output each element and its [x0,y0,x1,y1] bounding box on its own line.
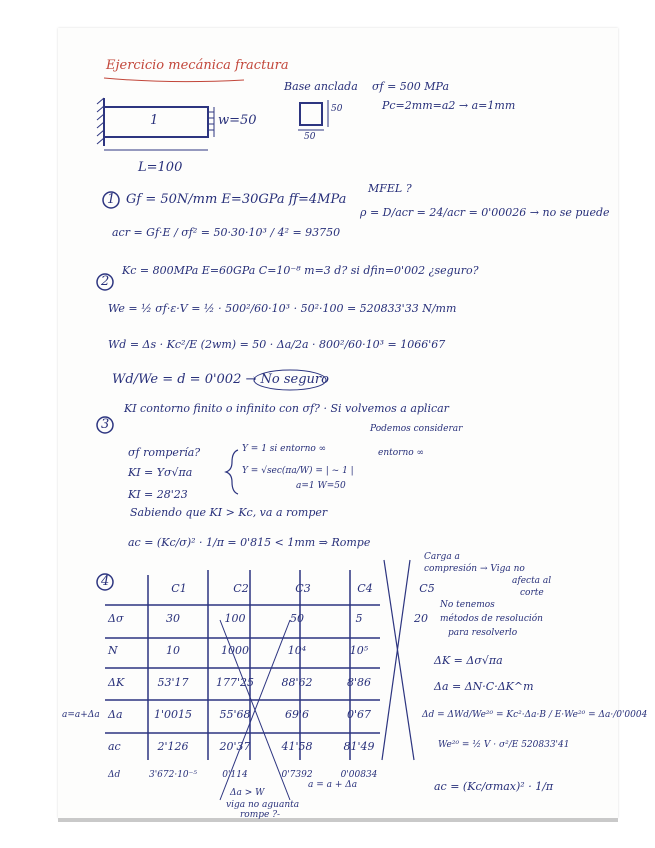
problem-3-note-b: entorno ∞ [378,448,425,458]
problem-2-line-3: Wd/We = d = 0'002 → No seguro [112,372,329,387]
table-cell: 20 [414,612,428,625]
title-underline [104,78,244,82]
table-row [108,770,452,780]
wall-hatch [97,98,104,144]
row-label: ac [108,740,121,753]
bottom-note-b: viga no aguanta [226,800,300,810]
table-cell: 2'126 [157,740,189,753]
table-cell: 177'25 [215,676,255,689]
problem-4-number: 4 [101,574,110,589]
c5-note-c: afecta al [512,576,552,586]
equation-5: ac = (Kc/σmax)² · 1/π [434,780,554,793]
table-row [108,708,452,721]
table-cell: 10⁵ [349,644,369,657]
bottom-note-a: Δa > W [230,788,265,798]
table-cell: 81'49 [343,740,375,753]
table-header-c1: C1 [171,582,187,595]
given-crack: Pc=2mm=a2 → a=1mm [382,99,516,112]
equation-3: Δd = ΔWd/We²⁰ = Kc²·Δa·B / E·We²⁰ = Δa·/0'0004 [422,710,648,720]
table-cell: 8'86 [346,676,372,689]
row-label: Δσ [108,612,124,625]
beam-height-label: w=50 [218,113,257,128]
table-header-c5: C5 [419,582,435,595]
table-header-c3: C3 [295,582,311,595]
row-label: Δa [108,708,123,721]
table-cell: 5 [355,612,363,625]
problem-3-number: 3 [101,417,110,432]
base-side-bottom: 50 [304,132,316,142]
base-square [300,103,322,125]
problem-1-number: 1 [107,192,116,207]
row-label: N [108,644,118,657]
bottom-note-d: a = a + Δa [308,780,358,790]
problem-1-question: MFEL ? [368,182,412,195]
page-title: Ejercicio mecánica fractura [106,58,289,73]
given-sigma: σf = 500 MPa [372,80,450,93]
c5-note-d: corte [520,588,544,598]
table-cell: 55'68 [219,708,251,721]
problem-3-note-a: Podemos considerar [370,424,463,434]
table-row [108,644,452,657]
eq-note-a: No tenemos [440,600,495,610]
table-cell: 10 [166,644,180,657]
row-label: ΔK [108,676,125,689]
bottom-note-c: rompe ?- [240,810,281,820]
left-margin-note: a=a+Δa [62,710,100,720]
problem-1-line-1: acr = Gf·E / σf² = 50·30·10³ / 4² = 93750 [112,226,341,239]
equation-2: Δa = ΔN·C·ΔK^m [434,680,534,693]
c5-note-b: compresión → Viga no [424,564,525,574]
problem-3-case-a: Y = 1 si entorno ∞ [242,444,327,454]
beam-load-arrows [209,112,214,130]
table-cell: 53'17 [157,676,189,689]
table-cell: 0'7392 [281,770,313,780]
table-cell: 0'67 [346,708,372,721]
problem-3-line-2: σf rompería? [128,446,201,459]
problem-2-number: 2 [101,274,110,289]
beam-label: 1 [150,113,159,128]
beam-length-label: L=100 [138,160,183,175]
problem-3-case-c: a=1 W=50 [296,481,346,491]
equation-1: ΔK = Δσ√πa [434,654,503,667]
table-header-row [114,582,458,595]
table-cell: 3'672·10⁻⁵ [148,770,198,780]
table-cell: 41'58 [281,740,313,753]
problem-2-line-1: We = ½ σf·ε·V = ½ · 500²/60·10³ · 50²·100 = 520833'33 N/mm [108,302,457,315]
cases-brace [226,450,238,494]
table-cell: 69'6 [284,708,310,721]
c5-note-a: Carga a [424,552,460,562]
table-cell: 100 [224,612,246,625]
table-cell: 20'37 [219,740,251,753]
problem-3-line-5: Sabiendo que KI > Kc, va a romper [130,506,328,519]
problem-3-line-6: ac = (Kc/σ)² · 1/π = 0'815 < 1mm ⇒ Rompe [128,536,371,549]
problem-2-data: Kc = 800MPa E=60GPa C=10⁻⁸ m=3 d? si dfin=0'002 ¿seguro? [122,264,479,277]
table-cell: 88'62 [281,676,313,689]
table-header-c4: C4 [357,582,373,595]
problem-3-case-b: Y = √sec(πa/W) = | ~ 1 | [242,466,354,476]
problem-3-line-4: KI = 28'23 [128,488,188,501]
table-cell: 0'114 [222,770,248,780]
base-label: Base anclada [284,80,358,93]
table-row [108,612,452,625]
base-side-right: 50 [331,104,343,114]
table-cell: 0'00834 [340,770,378,780]
table-cell: 1'0015 [153,708,193,721]
table-grid [105,570,380,760]
table-cell [390,770,452,780]
problem-1-data: Gf = 50N/mm E=30GPa ff=4MPa [126,192,347,207]
table-row [108,740,452,753]
problem-1-line-2: ρ = D/acr = 24/acr = 0'00026 → no se puede [360,206,610,219]
problem-3-line-1: KI contorno finito o infinito con σf? · Si volvemos a aplicar [124,402,449,415]
equation-4: We²⁰ = ½ V · σ²/E 520833'41 [438,740,570,750]
table-cell: 1000 [221,644,249,657]
table-cell: 50 [290,612,304,625]
table-cell: 10⁴ [287,644,307,657]
problem-2-line-2: Wd = Δs · Kc²/E (2wm) = 50 · Δa/2a · 800²/60·10³ = 1066'67 [108,338,446,351]
problem-3-line-3: KI = Yσ√πa [128,466,193,479]
eq-note-c: para resolverlo [448,628,518,638]
table-header-c2: C2 [233,582,249,595]
table-cell: 30 [166,612,180,625]
eq-note-b: métodos de resolución [440,614,543,624]
table-row [108,676,452,689]
row-label: Δd [108,770,121,780]
